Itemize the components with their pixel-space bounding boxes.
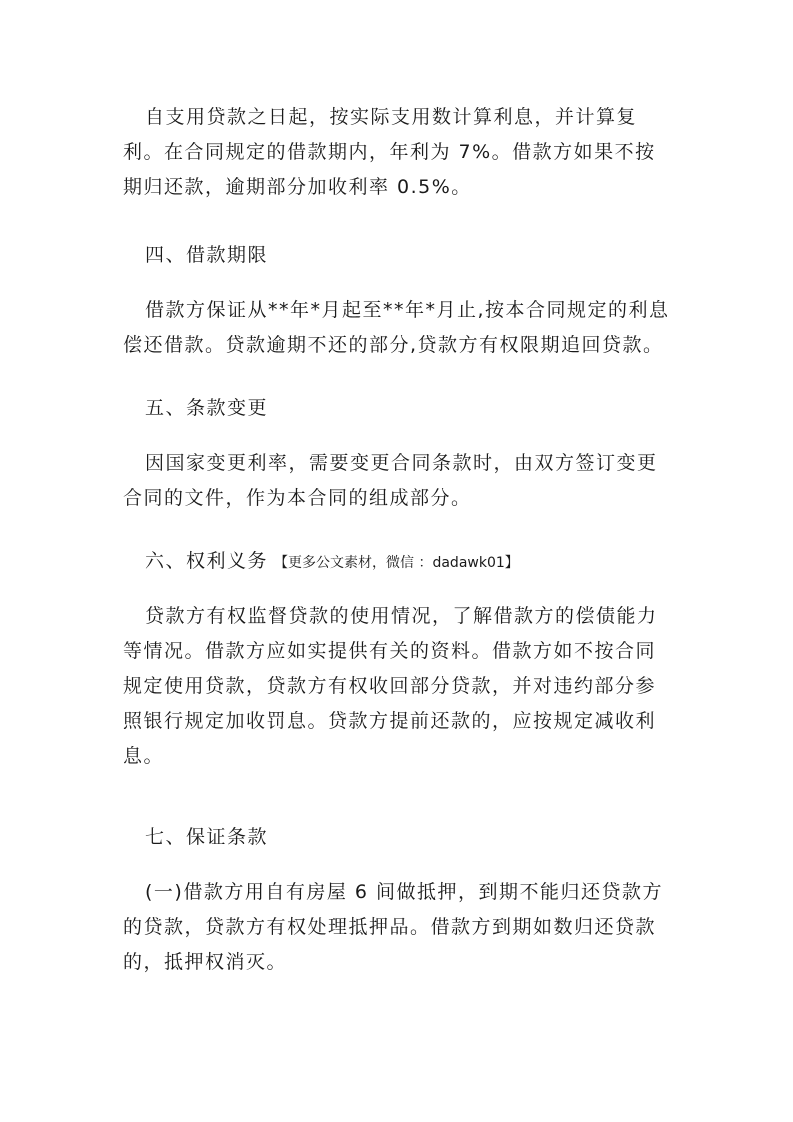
paragraph-guarantee [123, 875, 673, 980]
paragraph-loan-term [123, 293, 673, 363]
heading-loan-term: 四、借款期限 [145, 244, 269, 266]
paragraph-clause-change-text: 因国家变更利率，需要变更合同条款时，由双方签订变更合同的文件，作为本合同的组成部分。 [123, 452, 658, 509]
paragraph-guarantee-text: (一)借款方用自有房屋 6 间做抵押，到期不能归还贷款方的贷款，贷款方有权处理抵押品。借款方到期如数归还贷款的，抵押权消灭。 [123, 881, 663, 973]
paragraph-clause-change [123, 446, 673, 516]
heading-rights-duties-label: 六、权利义务 [145, 550, 269, 572]
paragraph-rights-duties [123, 599, 673, 774]
heading-rights-duties [145, 549, 519, 575]
heading-clause-change: 五、条款变更 [145, 397, 269, 419]
paragraph-interest-text: 自支用贷款之日起，按实际支用数计算利息，并计算复利。在合同规定的借款期内，年利为 7%。借款方如果不按期归还款，逾期部分加收利率 0.5%。 [123, 106, 656, 198]
heading-guarantee: 七、保证条款 [145, 826, 269, 848]
paragraph-loan-term-text: 借款方保证从**年*月起至**年*月止,按本合同规定的利息偿还借款。贷款逾期不还的部分,贷款方有权限期追回贷款。 [123, 299, 670, 356]
paragraph-interest [123, 100, 673, 205]
paragraph-rights-duties-text: 贷款方有权监督贷款的使用情况，了解借款方的偿债能力等情况。借款方应如实提供有关的资料。借款方如不按合同规定使用贷款，贷款方有权收回部分贷款，并对违约部分参照银行规定加收罚息。贷款方提前还款的，应按规定减收利息。 [123, 605, 658, 767]
promo-note: 【更多公文素材，微信 ：dadawk01】 [274, 555, 519, 571]
